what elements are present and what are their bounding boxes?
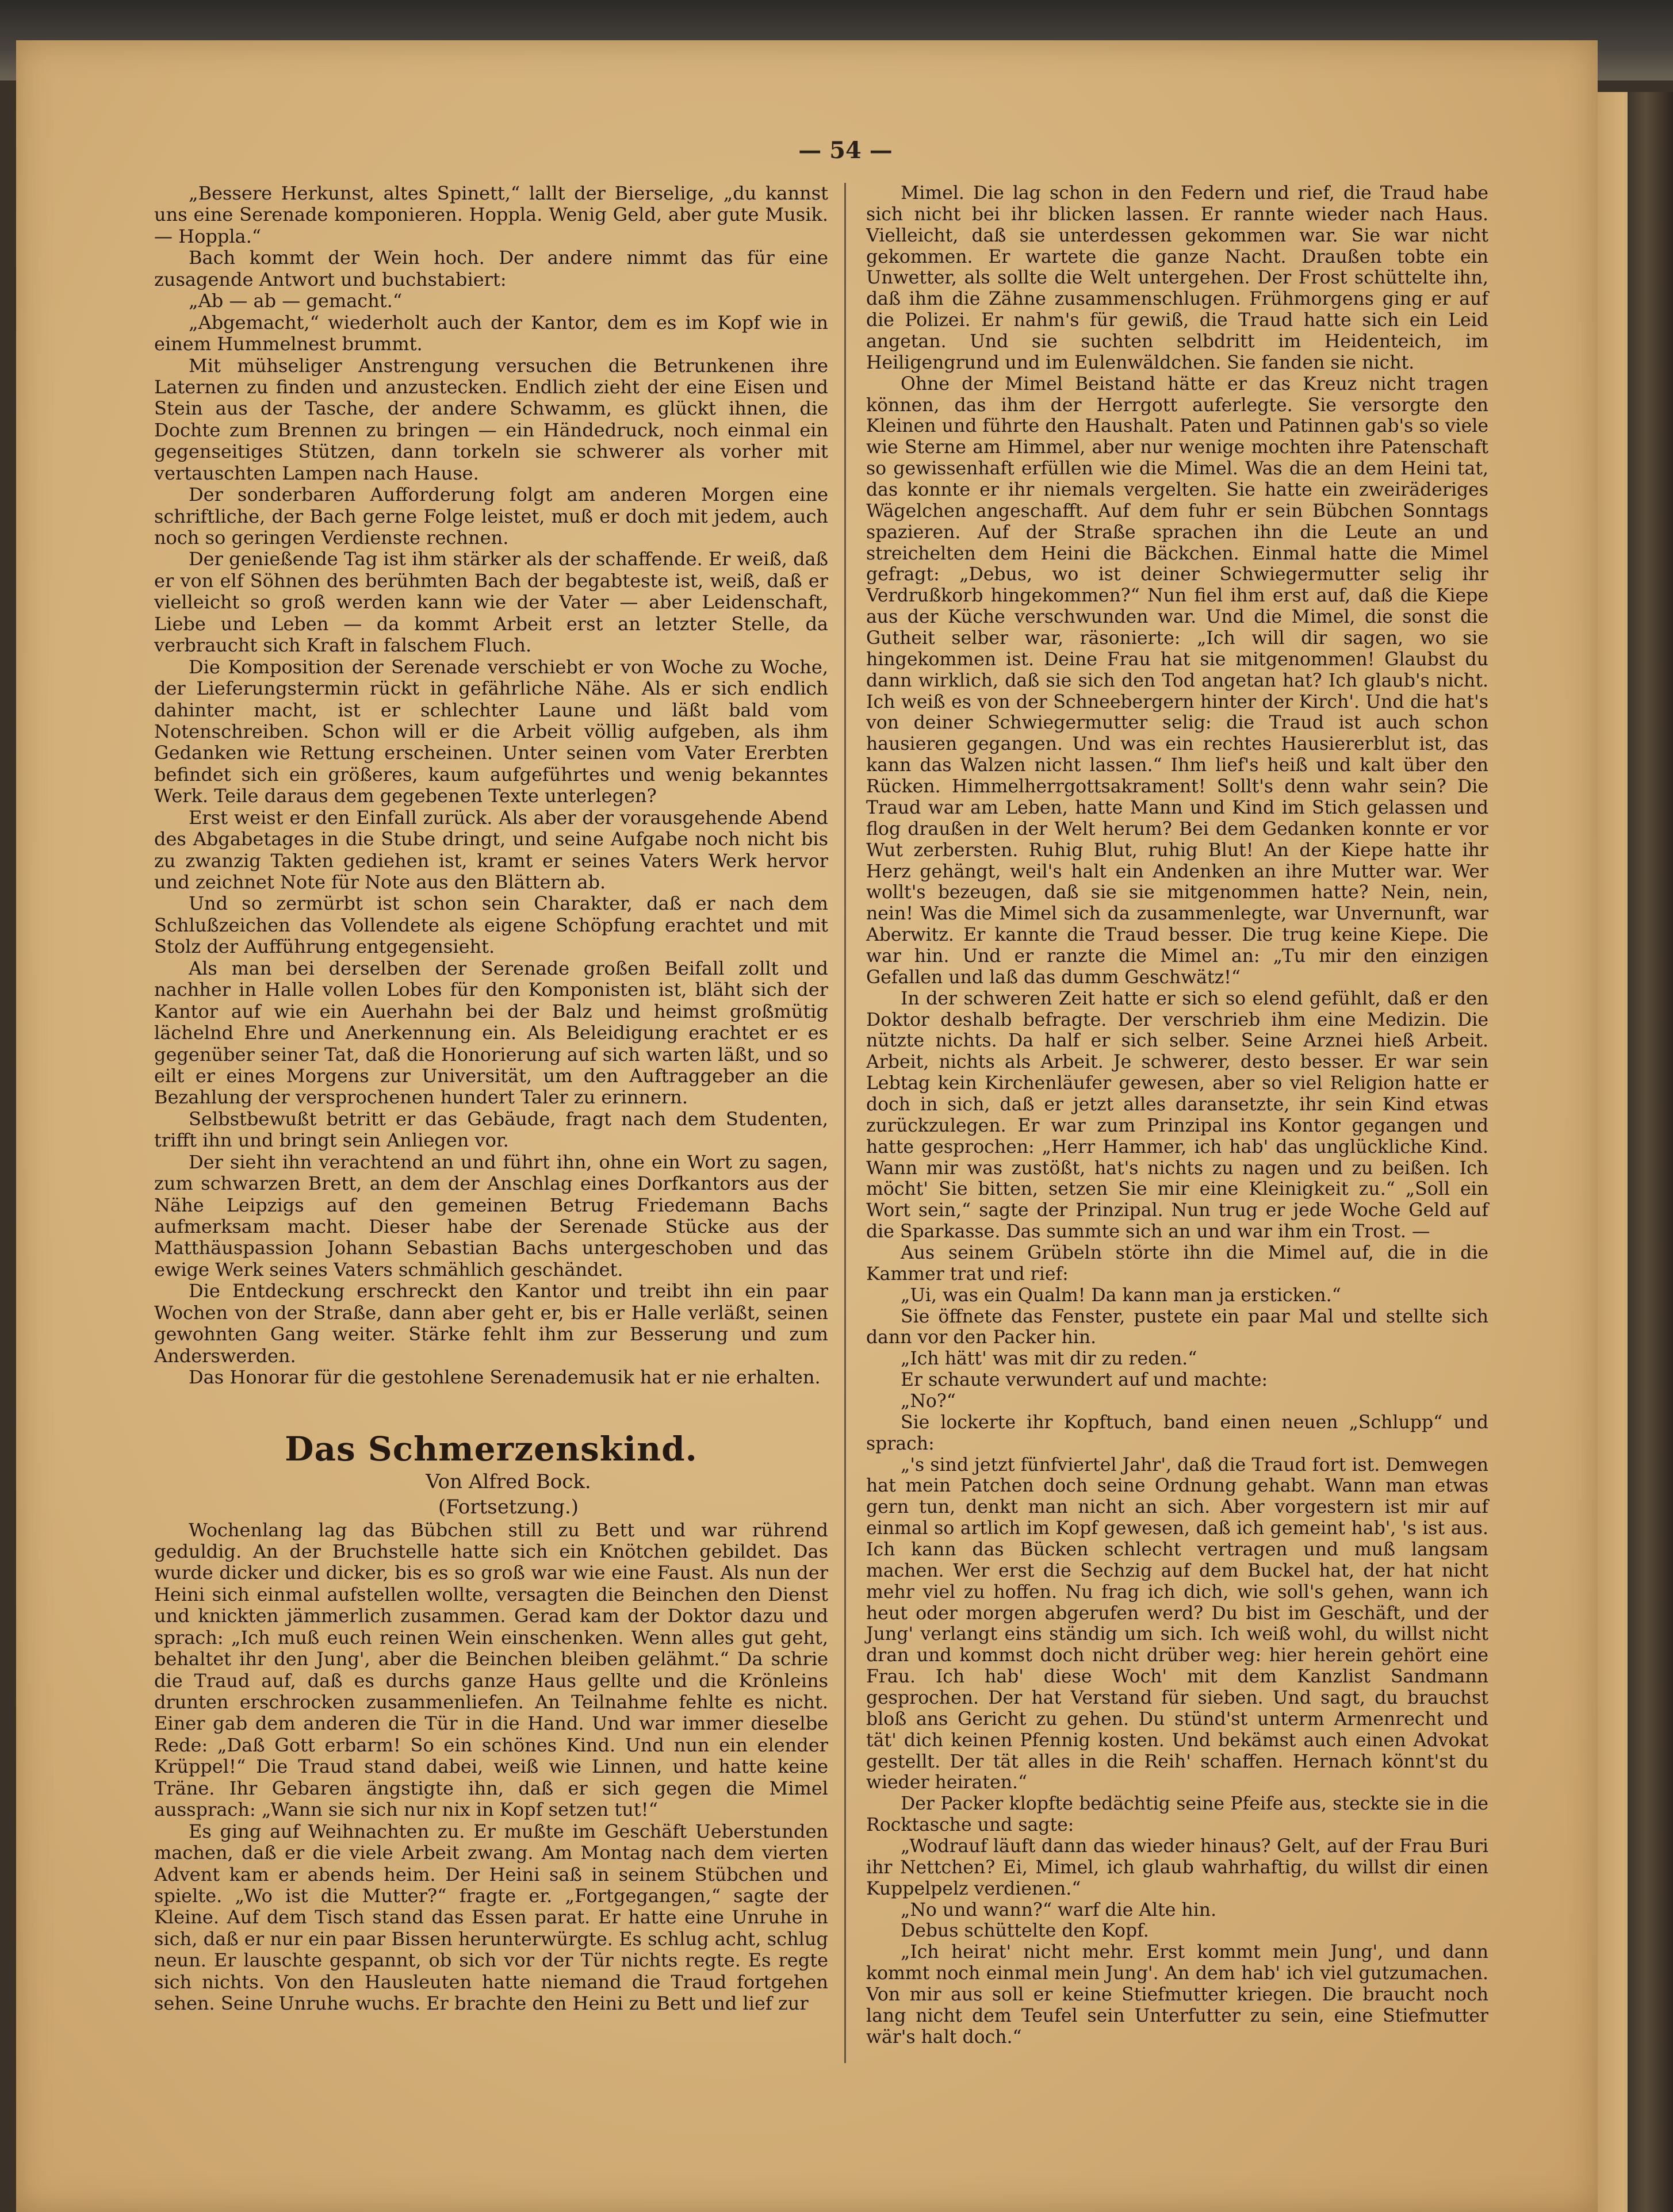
paragraph: Wochenlang lag das Bübchen still zu Bett und war rührend geduldig. An der Bruchstelle hatte sich ein Knötchen gebildet. Das wurde dicker und dicker, bis es so groß war wie eine Faust. Als nun der Heini sich einmal aufstellen wollte, versagten die Beinchen den Dienst und knickten jämmerlich zusammen. Gerad kam der Doktor dazu und sprach: „Ich muß euch reinen Wein einschenken. Wenn alles gut geht, behaltet ihr den Jung', aber die Beinchen bleiben gelähmt.“ Da schrie die Traud auf, daß es durchs ganze Haus gellte und die Krönleins drunten erschrocken zusammenliefen. An Teilnahme fehlte es nicht. Einer gab dem anderen die Tür in die Hand. Und war immer dieselbe Rede: „Daß Gott erbarm! So ein schönes Kind. Und nun ein elender Krüppel!“ Die Traud stand dabei, weiß wie Linnen, und hatte keine Träne. Ihr Gebaren ängstigte ihn, daß er sich gegen die Mimel aussprach: „Wann sie sich nur nix in Kopf setzen tut!“: [154, 1519, 828, 1821]
page-number: — 54 —: [798, 137, 893, 164]
paragraph: Der genießende Tag ist ihm stärker als der schaffende. Er weiß, daß er von elf Söhnen des berühmten Bach der begabteste ist, weiß, daß er vielleicht so groß werden kann wie der Vater — aber Leidenschaft, Liebe und Leben — da kommt Arbeit erst an letzter Stelle, da verbraucht sich Kraft in falschem Fluch.: [154, 548, 828, 657]
left-column: [154, 183, 828, 2015]
paragraph: „Ab — ab — gemacht.“: [189, 290, 403, 312]
paragraph: „Wodrauf läuft dann das wieder hinaus? Gelt, auf der Frau Buri ihr Nettchen? Ei, Mimel, ich glaub wahrhaftig, du willst dir einen Kuppelpelz verdienen.“: [866, 1836, 1488, 1899]
paragraph: Als man bei derselben der Serenade großen Beifall zollt und nachher in Halle vollen Lobes für den Komponisten ist, bläht sich der Kantor auf wie ein Auerhahn bei der Balz und heimst großmütig lächelnd Ehre und Anerkennung ein. Als Beleidigung erachtet er es gegenüber seiner Tat, daß die Honorierung auf sich warten läßt, und so eilt er eines Morgens zur Universität, um den Auftraggeber an die Bezahlung der versprochenen hundert Taler zu erinnern.: [154, 957, 828, 1109]
paragraph: Das Honorar für die gestohlene Serenademusik hat er nie erhalten.: [189, 1366, 821, 1389]
paragraph: Debus schüttelte den Kopf.: [901, 1920, 1149, 1942]
paragraph: „Ich heirat' nicht mehr. Erst kommt mein Jung', und dann kommt noch einmal mein Jung'. An dem hab' ich viel gutzumachen. Von mir aus soll er keine Stiefmutter kriegen. Die braucht noch lang nicht dem Teufel sein Unterfutter zu sein, eine Stiefmutter wär's halt doch.“: [866, 1942, 1488, 2048]
paragraph: In der schweren Zeit hatte er sich so elend gefühlt, daß er den Doktor deshalb befragte. Der verschrieb ihm eine Medizin. Die nützte nichts. Da half er sich selber. Seine Arznei hieß Arbeit. Arbeit, nichts als Arbeit. Je schwerer, desto besser. Er war sein Lebtag kein Kirchenläufer gewesen, aber so viel Religion hatte er doch in sich, daß er jetzt alles daransetzte, ihr sein Kind etwas zurückzulegen. Er war zum Prinzipal ins Kontor gegangen und hatte gesprochen: „Herr Hammer, ich hab' das unglückliche Kind. Wann mir was zustößt, hat's nichts zu nagen und zu beißen. Ich möcht' Sie bitten, setzen Sie mir eine Kleinigkeit zu.“ „Soll ein Wort sein,“ sagte der Prinzipal. Nun trug er jede Woche Geld auf die Sparkasse. Das summte sich an und war ihm ein Trost. —: [866, 988, 1488, 1243]
paragraph: Erst weist er den Einfall zurück. Als aber der vorausgehende Abend des Abgabetages in die Stube dringt, und seine Aufgabe noch nicht bis zu zwanzig Takten gediehen ist, kramt er seines Vaters Werk hervor und zeichnet Note für Note aus den Blättern ab.: [154, 806, 828, 893]
paragraph: Ohne der Mimel Beistand hätte er das Kreuz nicht tragen können, das ihm der Herrgott auferlegte. Sie versorgte den Kleinen und führte den Haushalt. Paten und Patinnen gab's so viele wie Sterne am Himmel, aber nur wenige mochten ihre Patenschaft so gewissenhaft erfüllen wie die Mimel. Was die an dem Heini tat, das konnte er ihr niemals vergelten. Sie hatte ein zweiräderiges Wägelchen angeschafft. Auf dem fuhr er sein Bübchen Sonntags spazieren. Auf der Straße sprachen ihn die Leute an und streichelten dem Heini die Bäckchen. Einmal hatte die Mimel gefragt: „Debus, wo ist deiner Schwiegermutter selig ihr Verdrußkorb hingekommen?“ Nun fiel ihm erst auf, daß die Kiepe aus der Küche verschwunden war. Und die Mimel, die sonst die Gutheit selber war, räsonierte: „Ich will dir sagen, wo sie hingekommen ist. Deine Frau hat sie mitgenommen! Glaubst du dann wirklich, daß sie sich den Tod angetan hat? Ich glaub's nicht. Ich weiß es von der Schneebergern hinter der Kirch'. Und die hat's von deiner Schwiegermutter selig: die Traud ist auch schon hausieren gegangen. Und was ein rechtes Hausiererblut ist, das kann das Walzen nicht lassen.“ Ihm lief's heiß und kalt über den Rücken. Himmelherrgottsakrament! Sollt's denn wahr sein? Die Traud war am Leben, hatte Mann und Kind im Stich gelassen und flog draußen in der Welt herum? Bei dem Gedanken konnte er vor Wut zerbersten. Ruhig Blut, ruhig Blut! An der Kiepe hatte ihr Herz gehängt, weil's halt ein Andenken an ihre Mutter war. Wer wollt's bezeugen, daß sie sie mitgenommen hatte? Nein, nein, nein! Was die Mimel sich da zusammenlegte, war Unvernunft, war Aberwitz. Er kannte die Traud besser. Die trug keine Kiepe. Die war hin. Und er ranzte die Mimel an: „Tu mir den einzigen Gefallen und laß das dumm Geschwätz!“: [866, 373, 1488, 988]
paragraph: Der sieht ihn verachtend an und führt ihn, ohne ein Wort zu sagen, zum schwarzen Brett, an dem der Anschlag eines Dorfkantors aus der Nähe Leipzigs auf den gemeinen Betrug Friedemann Bachs aufmerksam macht. Dieser habe der Serenade Stücke aus der Matthäuspassion Johann Sebastian Bachs untergeschoben und das ewige Werk seines Vaters schmählich geschändet.: [154, 1151, 828, 1281]
story-text-start: [154, 1520, 828, 2015]
book-cover-edge: [1628, 92, 1673, 2212]
paragraph: Es ging auf Weihnachten zu. Er mußte im Geschäft Ueberstunden machen, daß er die viele Arbeit zwang. Am Montag nach dem vierten Advent kam er abends heim. Der Heini saß in seinem Stübchen und spielte. „Wo ist die Mutter?“ fragte er. „Fortgegangen,“ sagte der Kleine. Auf dem Tisch stand das Essen parat. Er hatte eine Unruhe in sich, daß er nur ein paar Bissen herunterwürgte. Es schlug acht, schlug neun. Er lauschte gespannt, ob sich vor der Tür nichts regte. Es regte sich nichts. Von den Hausleuten hatte niemand die Traud fortgehen sehen. Seine Unruhe wuchs. Er brachte den Heini zu Bett und lief zur: [154, 1820, 828, 2015]
paragraph: Bach kommt der Wein hoch. Der andere nimmt das für eine zusagende Antwort und buchstabiert:: [154, 247, 828, 290]
bach-story-text: [154, 183, 828, 1389]
paragraph: Die Entdeckung erschreckt den Kantor und treibt ihn ein paar Wochen von der Straße, dann aber geht er, bis er Halle verläßt, seinen gewohnten Gang weiter. Stärke fehlt ihm zur Besserung und zum Anderswerden.: [154, 1280, 828, 1367]
right-column: [866, 183, 1488, 2048]
story-title: Das Schmerzenskind.: [285, 1429, 698, 1469]
story-continuation-note: (Fortsetzung.): [438, 1495, 579, 1519]
story-text-continued: [866, 183, 1488, 2048]
paragraph: „No und wann?“ warf die Alte hin.: [901, 1899, 1217, 1920]
column-divider: [844, 183, 846, 2063]
paragraph: Mit mühseliger Anstrengung versuchen die Betrunkenen ihre Laternen zu finden und anzustecken. Endlich zieht der eine Eisen und Stein aus der Tasche, der andere Schwamm, es glückt ihnen, die Dochte zum Brennen zu bringen — ein Händedruck, noch einmal ein gegenseitiges Stützen, dann torkeln sie schwerer als vorher mit vertauschten Lampen nach Hause.: [154, 354, 828, 484]
paragraph: „Ich hätt' was mit dir zu reden.“: [901, 1348, 1197, 1370]
paragraph: „Abgemacht,“ wiederholt auch der Kantor, dem es im Kopf wie in einem Hummelnest brummt.: [154, 311, 828, 355]
paragraph: „Ui, was ein Qualm! Da kann man ja ersticken.“: [901, 1285, 1341, 1306]
paragraph: Selbstbewußt betritt er das Gebäude, fragt nach dem Studenten, trifft ihn und bringt sein Anliegen vor.: [154, 1107, 828, 1152]
paragraph: Er schaute verwundert auf und machte:: [901, 1370, 1268, 1391]
paragraph: Sie lockerte ihr Kopftuch, band einen neuen „Schlupp“ und sprach:: [866, 1412, 1488, 1454]
paragraph: Mimel. Die lag schon in den Federn und rief, die Traud habe sich nicht bei ihr blicken lassen. Er rannte wieder nach Haus. Vielleicht, daß sie unterdessen gekommen war. Sie war nicht gekommen. Er wartete die ganze Nacht. Draußen tobte ein Unwetter, als sollte die Welt untergehen. Der Frost schüttelte ihn, daß ihm die Zähne zusammenschlugen. Frühmorgens ging er auf die Polizei. Er nahm's für gewiß, die Traud hatte sich ein Leid angetan. Und sie suchten selbdritt im Heidenteich, im Heiligengrund und im Eulenwäldchen. Sie fanden sie nicht.: [866, 183, 1488, 373]
paragraph: Der Packer klopfte bedächtig seine Pfeife aus, steckte sie in die Rocktasche und sagte:: [866, 1793, 1488, 1836]
paragraph: Sie öffnete das Fenster, pustete ein paar Mal und stellte sich dann vor den Packer hin.: [866, 1306, 1488, 1348]
paragraph: „No?“: [901, 1390, 956, 1412]
paragraph: Und so zermürbt ist schon sein Charakter, daß er nach dem Schlußzeichen das Vollendete als eigene Schöpfung erachtet und mit Stolz der Aufführung entgegensieht.: [154, 892, 828, 958]
paragraph: Die Komposition der Serenade verschiebt er von Woche zu Woche, der Lieferungstermin rückt in gefährliche Nähe. Als er sich endlich dahinter macht, ist er schlechter Laune und läßt bald vom Notenschreiben. Schon will er die Arbeit völlig aufgeben, als ihm Gedanken wie Rettung erscheinen. Unter seinen vom Vater Ererbten befindet sich ein größeres, kaum aufgeführtes und wenig bekanntes Werk. Teile daraus dem gegebenen Texte unterlegen?: [154, 655, 828, 807]
paragraph: „Bessere Herkunst, altes Spinett,“ lallt der Bierselige, „du kannst uns eine Serenade komponieren. Hoppla. Wenig Geld, aber gute Musik. — Hoppla.“: [154, 182, 828, 247]
story-author: Von Alfred Bock.: [426, 1470, 591, 1493]
paragraph: Der sonderbaren Aufforderung folgt am anderen Morgen eine schriftliche, der Bach gerne Folge leistet, muß er doch mit jedem, auch noch so geringen Verdienste rechnen.: [154, 484, 828, 549]
paragraph: „'s sind jetzt fünfviertel Jahr', daß die Traud fort ist. Demwegen hat mein Patchen doch seine Ordnung gehabt. Wann man etwas gern tun, denkt man nicht an sich. Aber vorgestern ist mir auf einmal so artlich im Kopf gewesen, daß ich gemeint hab', 's ist aus. Ich kann das Bücken schlecht vertragen und muß langsam machen. Wer erst die Sechzig auf dem Buckel hat, der hat nicht mehr viel zu hoffen. Nu frag ich dich, wie soll's gehen, wann ich heut oder morgen abgerufen werd? Du bist im Geschäft, und der Jung' verlangt eins ständig um sich. Ich weiß wohl, du willst nicht dran und kommst doch nicht drüber weg: hier herein gehört eine Frau. Ich hab' diese Woch' mit dem Kanzlist Sandmann gesprochen. Der hat Verstand für sieben. Und sagt, du brauchst bloß ans Gericht zu gehen. Du stünd'st unterm Armenrecht und tät' dich keinen Pfennig kosten. Und bekämst auch einen Advokat gestellt. Der tät alles in die Reih' schaffen. Hernach könnt'st du wieder heiraten.“: [866, 1454, 1488, 1793]
paragraph: Aus seinem Grübeln störte ihn die Mimel auf, die in die Kammer trat und rief:: [866, 1242, 1488, 1285]
